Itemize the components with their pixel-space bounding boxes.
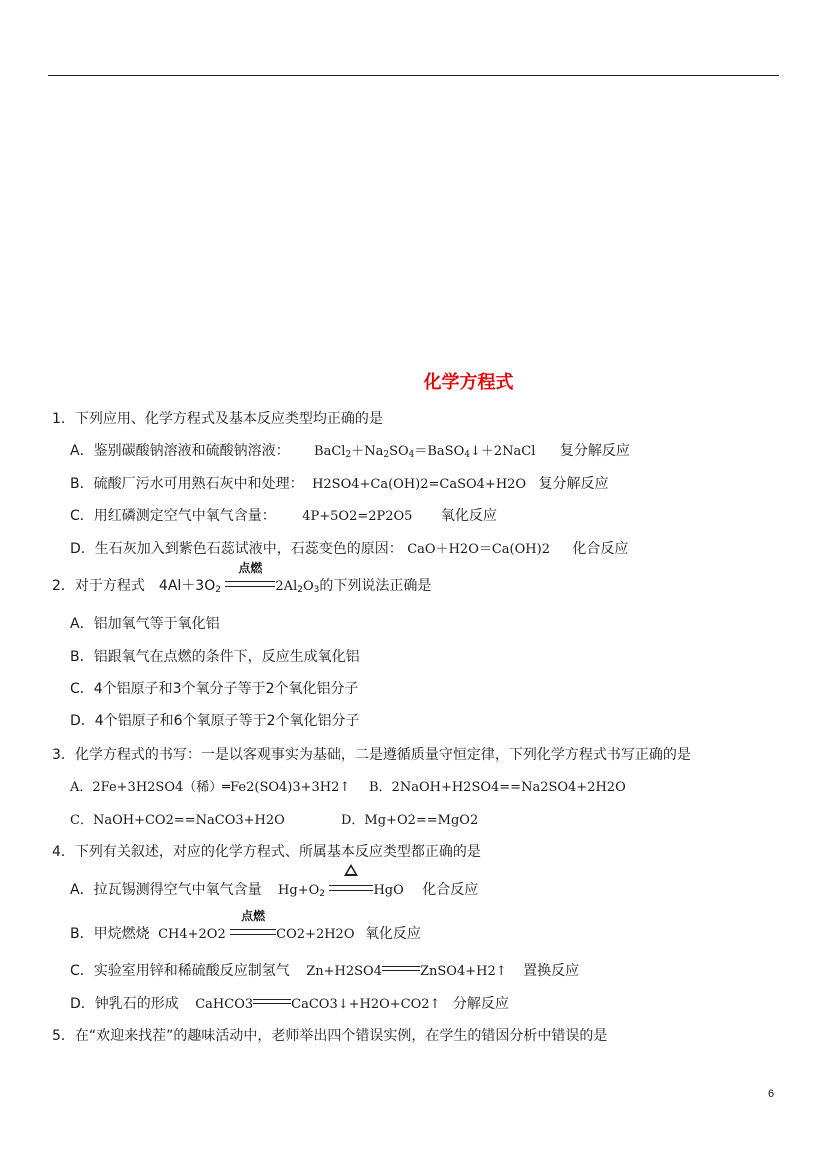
q2-option-d: D．4个铝原子和6个氧原子等于2个氧化铝分子: [70, 713, 360, 729]
q4-d-type: 分解反应: [452, 996, 509, 1012]
q2-option-b: B．铝跟氧气在点燃的条件下，反应生成氧化铝: [70, 649, 360, 665]
equals-sign-icon: [230, 929, 276, 935]
q1-stem: 1．下列应用、化学方程式及基本反应类型均正确的是: [52, 411, 383, 427]
q1-c-type: 氧化反应: [440, 508, 497, 524]
q1-option-d: [70, 539, 628, 560]
q1-d-label: D．生石灰加入到紫色石蕊试液中，石蕊变色的原因：: [70, 541, 403, 557]
q1-a-equation: $BaCl_2+Na_2SO_4=BaSO_4↓+2NaCl$: [314, 444, 536, 460]
equals-sign-icon: [382, 966, 420, 971]
q4-option-d: D．钟乳石的形成 CaHCO3 CaCO3↓+H2O+CO2↑ 分解反应: [70, 996, 509, 1012]
q3-option-c: C．NaOH+CO2==NaCO3+H2O: [70, 813, 285, 828]
q1-option-c: [70, 506, 497, 527]
q2-option-a: A．铝加氧气等于氧化铝: [70, 616, 220, 632]
q4-d-label: D．钟乳石的形成: [70, 996, 179, 1012]
header-rule: [48, 75, 779, 76]
q3-option-b: B．2NaOH+H2SO4==Na2SO4+2H2O: [369, 780, 626, 795]
q2-reaction-arrow: [225, 561, 275, 596]
q1-a-label: A．鉴别碳酸钠溶液和硫酸钠溶液：: [70, 443, 290, 459]
q1-c-label: C．用红磷测定空气中氧气含量：: [70, 508, 276, 524]
page-title: 化学方程式: [423, 372, 514, 393]
q1-b-label: B．硫酸厂污水可用熟石灰中和处理：: [70, 476, 304, 492]
heat-triangle-icon: [344, 864, 358, 876]
q4-b-reaction-arrow: [230, 909, 276, 944]
q2-option-c: C．4个铝原子和3个氧分子等于2个氧化铝分子: [70, 681, 359, 697]
q4-stem: 4．下列有关叙述，对应的化学方程式、所属基本反应类型都正确的是: [52, 844, 481, 860]
page-number: 6: [768, 1088, 775, 1100]
q4-option-b: B．甲烷燃烧 CH4+2O2 点燃 CO2+2H2O 氧化反应: [70, 909, 421, 942]
equals-sign-icon: [225, 581, 275, 587]
q1-b-equation: H2SO4+Ca(OH)2=CaSO4+H2O: [312, 477, 527, 492]
q1-a-type: 复分解反应: [559, 443, 630, 459]
q4-a-type: 化合反应: [422, 882, 479, 898]
q4-c-label: C．实验室用锌和稀硫酸反应制氢气: [70, 963, 290, 979]
q4-c-type: 置换反应: [523, 963, 580, 979]
q3-option-a: A．2Fe+3H2SO4（稀）═Fe2(SO4)3+3H2↑: [70, 780, 351, 795]
q1-d-type: 化合反应: [572, 541, 629, 557]
q5-stem: 5．在“欢迎来找茬”的趣味活动中，老师举出四个错误实例，在学生的错因分析中错误的是: [52, 1028, 608, 1044]
q4-b-condition: 点燃: [241, 909, 266, 923]
q3-stem: 3．化学方程式的书写：一是以客观事实为基础，二是遵循质量守恒定律，下列化学方程式书写正确的是: [52, 747, 691, 763]
q4-a-label: A．拉瓦锡测得空气中氧气含量: [70, 882, 262, 898]
q4-a-reaction-arrow: [329, 880, 373, 900]
q3-option-d: D．Mg+O2==MgO2: [341, 813, 479, 828]
q2-condition: 点燃: [238, 561, 263, 575]
q1-d-equation: CaO＋H2O＝Ca(OH)2: [407, 542, 550, 557]
equals-sign-icon: [253, 999, 291, 1004]
q1-option-a: [70, 441, 630, 462]
q1-c-equation: 4P+5O2=2P2O5: [302, 509, 413, 524]
q4-b-label: B．甲烷燃烧: [70, 926, 150, 942]
q2-stem: 2．对于方程式 $4Al+3O_2$ 点燃 $2Al_2O_3$的下列说法正确是: [52, 561, 432, 595]
q4-option-a: A．拉瓦锡测得空气中氧气含量 $Hg+O_2$ HgO 化合反应: [70, 880, 478, 901]
q1-b-type: 复分解反应: [538, 476, 609, 492]
q1-option-b: [70, 474, 609, 495]
q4-option-c: C．实验室用锌和稀硫酸反应制氢气 Zn+H2SO4 ZnSO4+H2↑ 置换反应: [70, 963, 580, 979]
equals-sign-icon: [329, 885, 373, 891]
q4-b-type: 氧化反应: [364, 926, 421, 942]
